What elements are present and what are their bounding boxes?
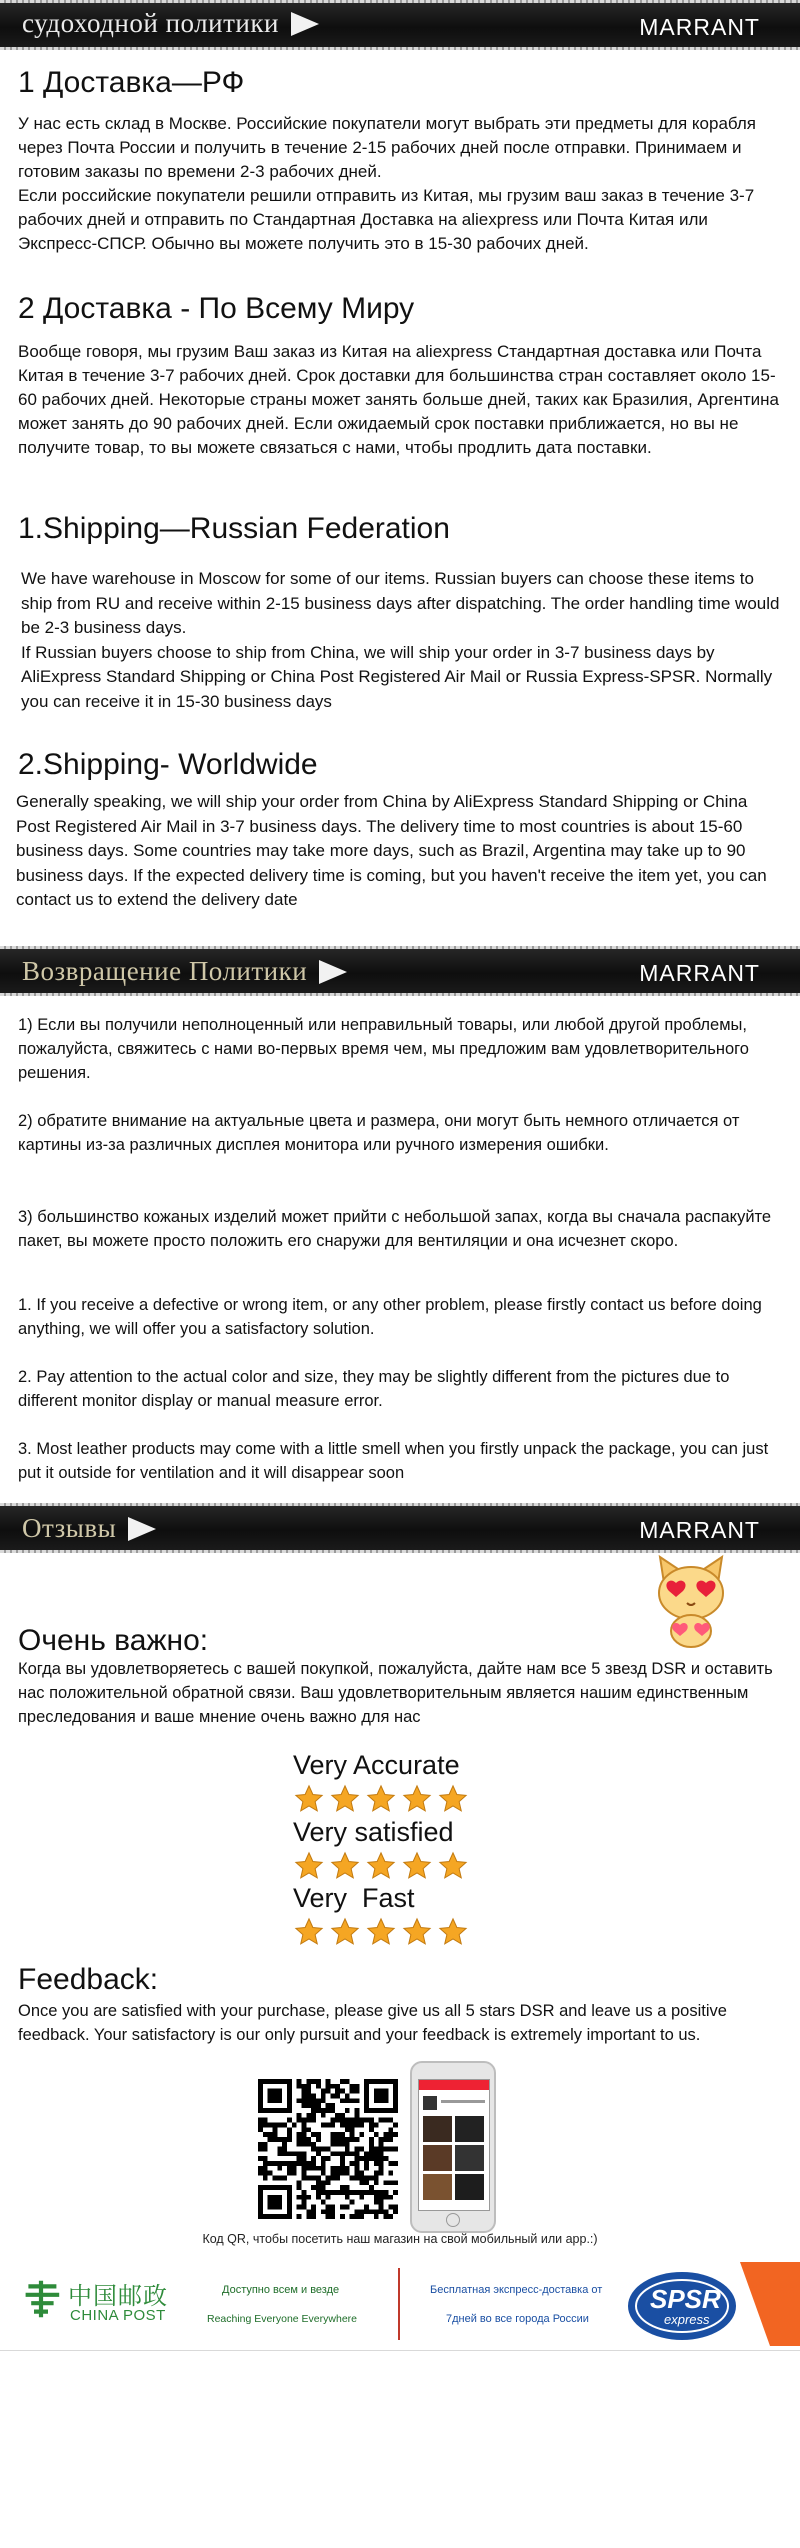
spsr-logo-icon (620, 2262, 800, 2346)
spsr-logo-text: SPSR (650, 2284, 721, 2314)
spsr-promo-line2: 7дней во все города России (446, 2313, 589, 2325)
rating-label-accurate: Very Accurate (293, 1750, 460, 1780)
brand-label: MARRANT (639, 1517, 760, 1543)
ru-delivery-world-heading: 2 Доставка - По Всему Миру (18, 292, 415, 325)
ru-delivery-world-text: Вообще говоря, мы грузим Ваш заказ из Китая на aliexpress Стандартная доставка или Почта Китая в течение 3-7 рабочих дней. Срок доставки для большинства стран составляет около 15-60 рабочих дней. Некоторые страны может занять больше дней, таких как Бразилия, Аргентина может занять до 90 рабочих дней. Если ожидаемый срок поставки приближается, но вы не получите товар, то вы можете связаться с нами, чтобы продлить дата поставки. (18, 342, 780, 457)
phone-screen (418, 2079, 490, 2211)
rating-stars-accurate (294, 1784, 474, 1814)
china-post-cn-label: 中国邮政 (68, 2282, 168, 2310)
star-icon (330, 1917, 360, 1947)
rating-label-satisfied: Very satisfied (293, 1817, 454, 1847)
feedback-band (0, 1503, 800, 1553)
return-policy-band (0, 946, 800, 996)
spsr-promo-line1: Бесплатная экспресс-доставка от (430, 2284, 603, 2296)
star-icon (294, 1917, 324, 1947)
star-icon (294, 1851, 324, 1881)
qr-code-icon[interactable] (258, 2079, 398, 2219)
important-heading: Очень важно: (18, 1624, 209, 1657)
slogan-ru: Доступно всем и везде (222, 2284, 340, 2296)
star-icon (438, 1851, 468, 1881)
star-icon (330, 1784, 360, 1814)
return-policy-title (22, 956, 347, 987)
slogan-en: Reaching Everyone Everywhere (207, 2313, 357, 2325)
return-item-ru-3: 3) большинство кожаных изделий может прийти с небольшой запах, когда вы сначала распакуйте пакет, вы можете просто положить его снаружи для вентиляции и она исчезнет скоро. (18, 1208, 772, 1250)
footer-divider (398, 2268, 400, 2340)
star-icon (402, 1917, 432, 1947)
return-policy-title-text: Возвращение Политики (22, 956, 308, 986)
return-item-ru-1: 1) Если вы получили неполноценный или неправильный товары, или любой другой проблемы, пожалуйста, свяжитесь с нами во-первых время чем, мы предложим вам удовлетворительного решения. (18, 1016, 749, 1082)
china-post-logo-icon (20, 2278, 62, 2320)
rating-stars-fast (294, 1917, 474, 1947)
ru-delivery-rf-heading: 1 Доставка—РФ (18, 66, 245, 99)
rating-label-fast: Very Fast (293, 1883, 415, 1913)
important-text: Когда вы удовлетворяетесь с вашей покупкой, пожалуйста, дайте нам все 5 звезд DSR и оставить нас положительной обратной связи. Ваш удовлетворительным является нашим единственным преследования и ваше мнение очень важно для нас (18, 1660, 773, 1726)
brand-label: MARRANT (639, 960, 760, 986)
arrow-right-icon (128, 1517, 156, 1541)
star-icon (402, 1784, 432, 1814)
feedback-title-text: Отзывы (22, 1513, 117, 1543)
feedback-text: Once you are satisfied with your purchase, please give us all 5 stars DSR and leave us a positive feedback. Your satisfactory is our only pursuit and your feedback is extremely important to us. (18, 2002, 727, 2044)
feedback-title (22, 1513, 156, 1544)
shipping-policy-band (0, 0, 800, 50)
star-icon (366, 1851, 396, 1881)
en-shipping-world-heading: 2.Shipping- Worldwide (18, 748, 318, 781)
arrow-right-icon (291, 12, 319, 36)
return-item-en-1: 1. If you receive a defective or wrong item, or any other problem, please firstly contact us before doing anything, we will offer you a satisfactory solution. (18, 1296, 762, 1338)
en-shipping-rf-text: We have warehouse in Moscow for some of our items. Russian buyers can choose these items to ship from RU and receive within 2-15 business days after dispatching. The order handling time would be 2-3 business days. If Russian buyers choose to ship from China, we will ship your order in 3-7 business days by AliExpress Standard Shipping or China Post Registered Air Mail or Russia Express-SPSR. Normally you can receive it in 15-30 business days (21, 569, 780, 711)
star-icon (402, 1851, 432, 1881)
star-icon (366, 1784, 396, 1814)
feedback-heading: Feedback: (18, 1963, 159, 1996)
phone-mockup-icon (410, 2061, 496, 2233)
shipping-policy-title (22, 8, 319, 39)
brand-label: MARRANT (639, 14, 760, 40)
arrow-right-icon (319, 960, 347, 984)
return-item-en-3: 3. Most leather products may come with a little smell when you firstly unpack the package, you can just put it outside for ventilation and it will disappear soon (18, 1440, 769, 1482)
return-item-ru-2: 2) обратите внимание на актуальные цвета и размера, они могут быть немного отличается от картины из-за различных дисплея монитора или ручного измерения ошибки. (18, 1112, 740, 1154)
star-icon (294, 1784, 324, 1814)
cat-hearts-icon (650, 1553, 732, 1649)
star-icon (438, 1784, 468, 1814)
star-icon (330, 1851, 360, 1881)
en-shipping-world-text: Generally speaking, we will ship your order from China by AliExpress Standard Shipping or China Post Registered Air Mail in 3-7 business days. The delivery time to most countries is about 15-60 business days. Some countries may take more days, such as Brazil, Argentina may take up to 90 business days. If the expected delivery time is coming, but you haven't receive the item yet, you can contact us to extend the delivery date (16, 792, 767, 909)
en-shipping-rf-heading: 1.Shipping—Russian Federation (18, 512, 450, 545)
footer-rule (0, 2350, 800, 2351)
rating-stars-satisfied (294, 1851, 474, 1881)
qr-caption: Код QR, чтобы посетить наш магазин на свой мобильный или app.:) (202, 2232, 598, 2246)
china-post-en-label: CHINA POST (70, 2307, 166, 2324)
star-icon (438, 1917, 468, 1947)
ru-delivery-rf-text: У нас есть склад в Москве. Российские покупатели могут выбрать эти предметы для корабля через Почта России и получить в течение 2-15 рабочих дней после отправки. Принимаем и готовим заказы по времени 2-3 рабочих дней. Если российские покупатели решили отправить из Китая, мы грузим ваш заказ в течение 3-7 рабочих дней и отправить по Стандартная Доставка на aliexpress или Почта Китая или Экспресс-СПСР. Обычно вы можете получить это в 15-30 рабочих дней. (18, 114, 757, 253)
shipping-policy-title-text: судоходной политики (22, 8, 279, 38)
star-icon (366, 1917, 396, 1947)
return-item-en-2: 2. Pay attention to the actual color and size, they may be slightly different from the pictures due to different monitor display or manual measure error. (18, 1368, 730, 1410)
spsr-logo-sub: express (664, 2312, 710, 2327)
